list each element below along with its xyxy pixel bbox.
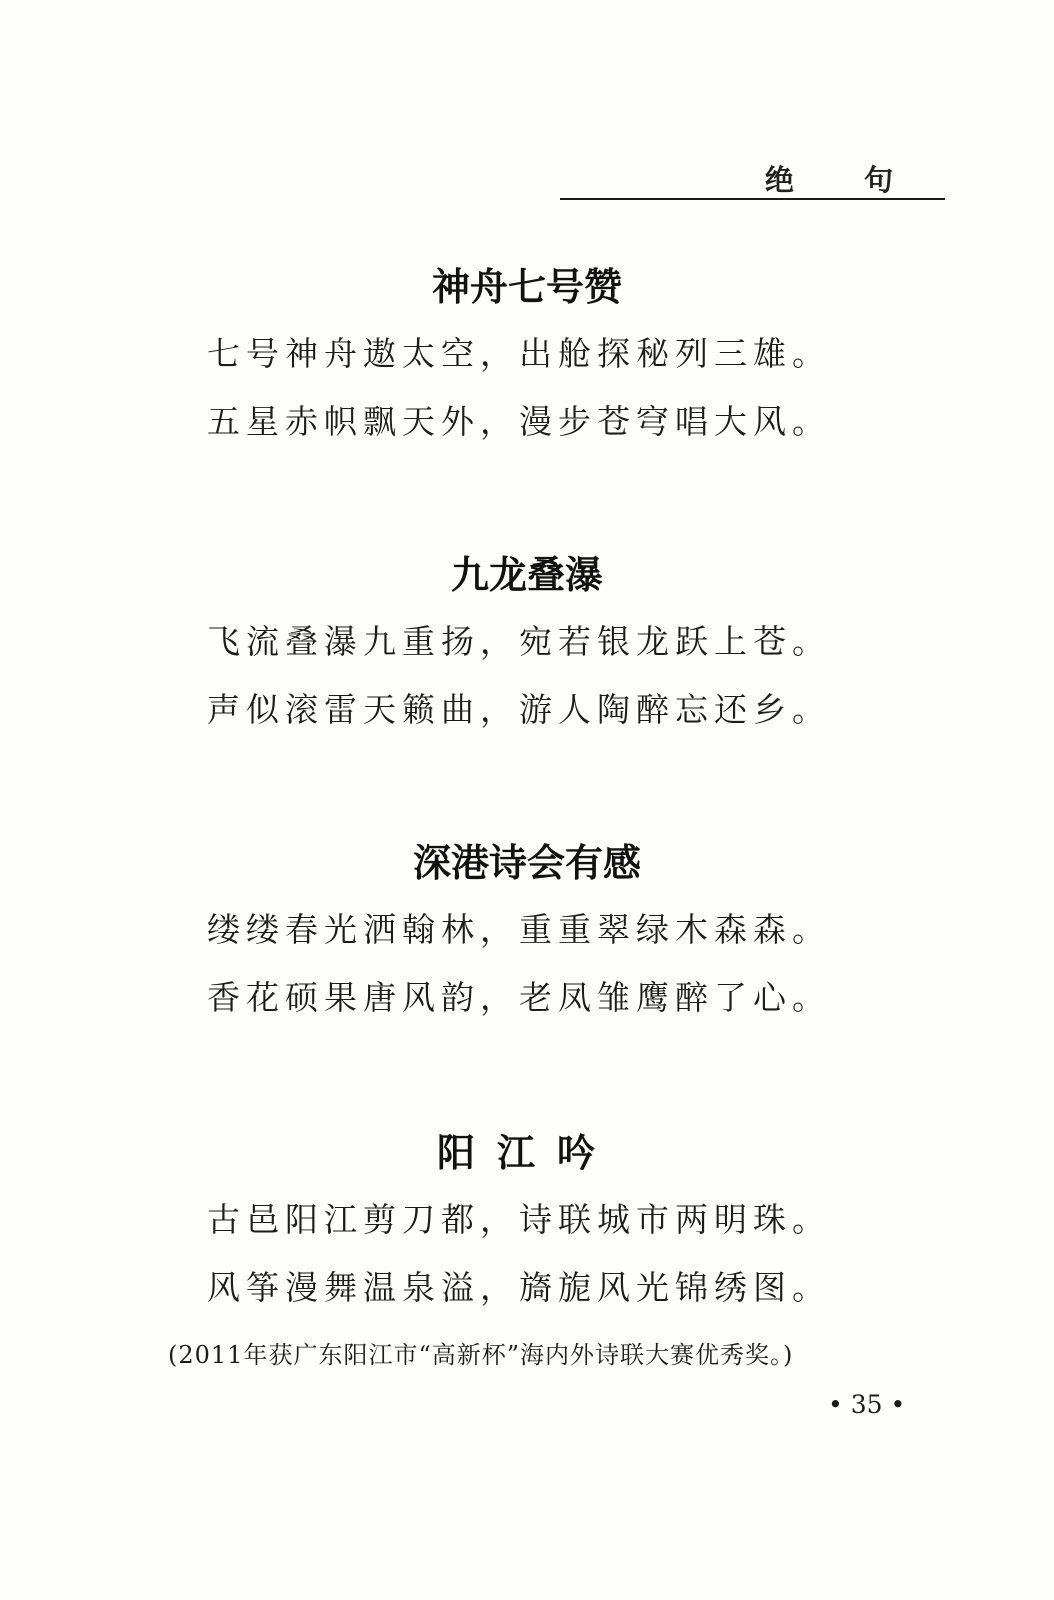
- poem-line: 七号神舟遨太空，出舱探秘列三雄。: [207, 334, 831, 373]
- poem: [0, 838, 1054, 1017]
- poem-line: 风筝漫舞温泉溢，旖旎风光锦绣图。: [207, 1268, 831, 1307]
- page-number: • 35 •: [828, 1390, 906, 1419]
- poem-line: 五星赤帜飘天外，漫步苍穹唱大风。: [207, 402, 831, 441]
- poem: [0, 550, 1054, 729]
- poem-line: 声似滚雷天籁曲，游人陶醉忘还乡。: [207, 690, 831, 729]
- running-header: [560, 150, 945, 200]
- poem-line: 香花硕果唐风韵，老凤雏鹰醉了心。: [207, 978, 831, 1017]
- award-note: (2011年获广东阳江市“高新杯”海内外诗联大赛优秀奖。): [168, 1341, 794, 1369]
- poem: [0, 262, 1054, 441]
- poem-title: 阳江吟: [436, 1131, 617, 1175]
- poem-line: 飞流叠瀑九重扬，宛若银龙跃上苍。: [207, 622, 831, 661]
- poem-title: 神舟七号赞: [431, 265, 622, 309]
- running-header-title: 绝 句: [764, 163, 923, 197]
- poem-line: 古邑阳江剪刀都，诗联城市两明珠。: [207, 1200, 831, 1239]
- poem-title: 九龙叠瀑: [450, 553, 603, 597]
- poem: [0, 1128, 1054, 1307]
- poem-title: 深港诗会有感: [412, 841, 641, 885]
- poem-line: 缕缕春光洒翰林，重重翠绿木森森。: [207, 910, 831, 949]
